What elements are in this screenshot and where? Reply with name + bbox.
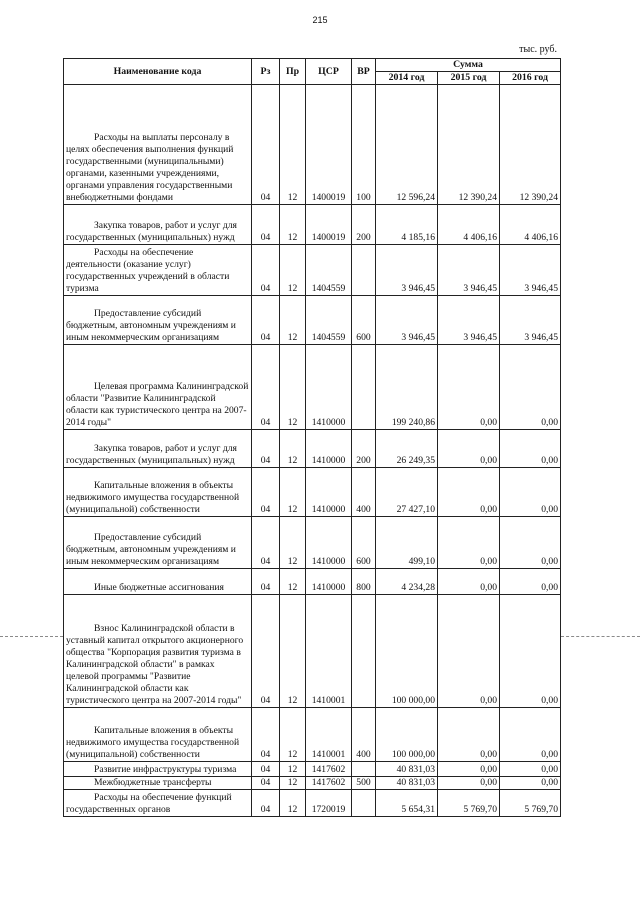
row-name-rest: государственных органов [66, 804, 171, 815]
row-csr: 1410000 [306, 517, 352, 569]
row-pr: 12 [280, 569, 306, 595]
table-row [64, 205, 561, 245]
row-name [64, 790, 252, 817]
row-name-rest: бюджетным, автономным учреждениям и иным некоммерческим организациям [66, 320, 236, 343]
row-name-rest: государственных (муниципальных) нужд [66, 455, 235, 466]
row-name-rest: государственных (муниципальных) нужд [66, 232, 235, 243]
header-2016: 2016 год [500, 72, 561, 85]
row-name-first-line: Целевая программа Калининградской [94, 381, 249, 392]
row-csr: 1410000 [306, 569, 352, 595]
row-2015: 0,00 [438, 708, 500, 762]
header-pr: Пр [280, 59, 306, 85]
units-label: тыс. руб. [519, 44, 557, 55]
row-rz: 04 [252, 296, 280, 345]
row-2016: 0,00 [500, 345, 561, 430]
row-name-first-line: Капитальные вложения в объекты [94, 725, 234, 736]
row-2015: 0,00 [438, 517, 500, 569]
row-vr: 200 [352, 205, 376, 245]
row-2014: 26 249,35 [376, 430, 438, 468]
row-csr: 1404559 [306, 245, 352, 296]
row-pr: 12 [280, 345, 306, 430]
row-2015: 0,00 [438, 595, 500, 708]
row-2014: 100 000,00 [376, 708, 438, 762]
row-name [64, 595, 252, 708]
row-name-rest: области "Развитие Калининградской области как туристического центра на 2007-2014 годы" [66, 393, 247, 428]
row-2016: 4 406,16 [500, 205, 561, 245]
row-2016: 3 946,45 [500, 296, 561, 345]
row-pr: 12 [280, 430, 306, 468]
row-2016: 3 946,45 [500, 245, 561, 296]
row-rz: 04 [252, 245, 280, 296]
row-2015: 5 769,70 [438, 790, 500, 817]
row-2016: 0,00 [500, 517, 561, 569]
row-name [64, 517, 252, 569]
row-vr [352, 345, 376, 430]
row-vr [352, 595, 376, 708]
row-2014: 27 427,10 [376, 468, 438, 517]
row-rz: 04 [252, 468, 280, 517]
row-vr [352, 762, 376, 777]
row-2015: 3 946,45 [438, 245, 500, 296]
header-sum: Сумма [376, 59, 561, 72]
row-rz: 04 [252, 790, 280, 817]
row-rz: 04 [252, 569, 280, 595]
row-rz: 04 [252, 777, 280, 790]
row-rz: 04 [252, 205, 280, 245]
table-row [64, 777, 561, 790]
row-2016: 0,00 [500, 569, 561, 595]
table-row [64, 296, 561, 345]
row-rz: 04 [252, 595, 280, 708]
row-2016: 5 769,70 [500, 790, 561, 817]
row-name [64, 468, 252, 517]
budget-table [63, 58, 561, 817]
row-csr: 1404559 [306, 296, 352, 345]
row-name-first-line: Расходы на выплаты персоналу в [94, 132, 230, 143]
row-2015: 0,00 [438, 777, 500, 790]
table-row [64, 708, 561, 762]
row-2014: 40 831,03 [376, 762, 438, 777]
row-rz: 04 [252, 708, 280, 762]
row-name-rest: недвижимого имущества государственной (муниципальной) собственности [66, 492, 240, 515]
table-row [64, 762, 561, 777]
row-2014: 4 185,16 [376, 205, 438, 245]
row-name-first-line: Расходы на обеспечение функций [94, 792, 232, 803]
row-vr: 800 [352, 569, 376, 595]
row-csr: 1410001 [306, 595, 352, 708]
table-row [64, 245, 561, 296]
row-2014: 100 000,00 [376, 595, 438, 708]
row-name [64, 430, 252, 468]
row-2014: 4 234,28 [376, 569, 438, 595]
row-csr: 1417602 [306, 762, 352, 777]
row-2014: 12 596,24 [376, 85, 438, 205]
row-vr: 100 [352, 85, 376, 205]
row-csr: 1410000 [306, 468, 352, 517]
row-name [64, 708, 252, 762]
header-csr: ЦСР [306, 59, 352, 85]
row-rz: 04 [252, 85, 280, 205]
row-csr: 1410000 [306, 430, 352, 468]
row-name [64, 777, 252, 790]
row-2016: 0,00 [500, 777, 561, 790]
row-vr: 600 [352, 517, 376, 569]
row-2014: 5 654,31 [376, 790, 438, 817]
row-pr: 12 [280, 595, 306, 708]
row-name-rest: целях обеспечения выполнения функций государственными (муниципальными) органами, казенными учреждениями, органами управления государственными внебюджетными фондами [66, 144, 234, 203]
row-pr: 12 [280, 85, 306, 205]
row-2016: 0,00 [500, 762, 561, 777]
row-2014: 199 240,86 [376, 345, 438, 430]
table-row [64, 569, 561, 595]
row-2016: 0,00 [500, 468, 561, 517]
row-name-first-line: Развитие инфраструктуры туризма [94, 764, 237, 775]
row-2016: 0,00 [500, 595, 561, 708]
row-2014: 499,10 [376, 517, 438, 569]
row-name-rest: деятельности (оказание услуг) государственных учреждений в области туризма [66, 259, 230, 294]
header-name: Наименование кода [64, 59, 252, 85]
row-pr: 12 [280, 205, 306, 245]
table-row [64, 790, 561, 817]
row-csr: 1400019 [306, 205, 352, 245]
row-vr: 400 [352, 468, 376, 517]
row-rz: 04 [252, 517, 280, 569]
row-2016: 12 390,24 [500, 85, 561, 205]
table-row [64, 517, 561, 569]
row-name-rest: уставный капитал открытого акционерного общества "Корпорация развития туризма в Калининградской области" в рамках целевой программы "Развитие Калининградской области как туристического центра на 2007-2014 годы" [66, 635, 244, 706]
row-pr: 12 [280, 296, 306, 345]
row-2015: 0,00 [438, 762, 500, 777]
row-name-first-line: Закупка товаров, работ и услуг для [94, 220, 237, 231]
fold-line-left [0, 636, 63, 637]
row-pr: 12 [280, 762, 306, 777]
row-name [64, 296, 252, 345]
row-2015: 4 406,16 [438, 205, 500, 245]
row-name [64, 762, 252, 777]
row-2016: 0,00 [500, 708, 561, 762]
row-name-first-line: Межбюджетные трансферты [94, 777, 212, 788]
row-pr: 12 [280, 790, 306, 817]
row-name-rest: недвижимого имущества государственной (муниципальной) собственности [66, 737, 240, 760]
row-name [64, 205, 252, 245]
row-2014: 3 946,45 [376, 296, 438, 345]
row-pr: 12 [280, 245, 306, 296]
row-csr: 1417602 [306, 777, 352, 790]
row-vr: 400 [352, 708, 376, 762]
row-pr: 12 [280, 517, 306, 569]
row-vr [352, 245, 376, 296]
row-pr: 12 [280, 777, 306, 790]
row-rz: 04 [252, 430, 280, 468]
row-name-first-line: Предоставление субсидий [94, 308, 202, 319]
row-2015: 0,00 [438, 430, 500, 468]
row-name-first-line: Иные бюджетные ассигнования [94, 582, 224, 593]
header-2015: 2015 год [438, 72, 500, 85]
row-vr: 600 [352, 296, 376, 345]
row-name-first-line: Предоставление субсидий [94, 532, 202, 543]
header-rz: Рз [252, 59, 280, 85]
row-rz: 04 [252, 762, 280, 777]
table-row [64, 595, 561, 708]
row-pr: 12 [280, 708, 306, 762]
row-name [64, 245, 252, 296]
row-vr: 200 [352, 430, 376, 468]
row-2015: 0,00 [438, 345, 500, 430]
row-2015: 0,00 [438, 468, 500, 517]
row-name-first-line: Капитальные вложения в объекты [94, 480, 234, 491]
table-row [64, 430, 561, 468]
row-name-rest: бюджетным, автономным учреждениям и иным некоммерческим организациям [66, 544, 236, 567]
row-csr: 1720019 [306, 790, 352, 817]
row-name [64, 345, 252, 430]
row-vr [352, 790, 376, 817]
row-pr: 12 [280, 468, 306, 517]
row-name-first-line: Расходы на обеспечение [94, 247, 194, 258]
table-row [64, 345, 561, 430]
row-2014: 3 946,45 [376, 245, 438, 296]
header-2014: 2014 год [376, 72, 438, 85]
row-csr: 1410001 [306, 708, 352, 762]
row-name-first-line: Взнос Калининградской области в [94, 623, 235, 634]
row-rz: 04 [252, 345, 280, 430]
row-2015: 3 946,45 [438, 296, 500, 345]
row-2016: 0,00 [500, 430, 561, 468]
row-csr: 1410000 [306, 345, 352, 430]
row-2015: 12 390,24 [438, 85, 500, 205]
table-row [64, 85, 561, 205]
page-number: 215 [312, 15, 328, 25]
fold-line-right [561, 636, 640, 637]
row-name [64, 85, 252, 205]
row-vr: 500 [352, 777, 376, 790]
row-name [64, 569, 252, 595]
table-row [64, 468, 561, 517]
row-2015: 0,00 [438, 569, 500, 595]
row-name-first-line: Закупка товаров, работ и услуг для [94, 443, 237, 454]
row-2014: 40 831,03 [376, 777, 438, 790]
row-csr: 1400019 [306, 85, 352, 205]
header-vr: ВР [352, 59, 376, 85]
